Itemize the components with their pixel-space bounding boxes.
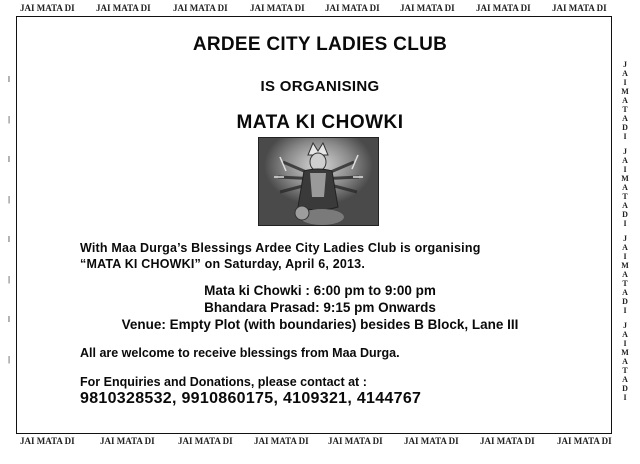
border-letter: J [623, 234, 627, 243]
border-letter: T [622, 366, 628, 375]
border-letter: A [622, 375, 628, 384]
border-letter: T [622, 192, 628, 201]
border-letter: A [622, 270, 628, 279]
bottom-border-text [0, 436, 640, 448]
border-label: JAI MATA DI [400, 3, 455, 13]
border-letter: I [623, 132, 627, 141]
intro-line-1: With Maa Durga’s Blessings Ardee City Ladies Club is organising [80, 241, 481, 255]
event-title-heading: MATA KI CHOWKI [236, 112, 404, 133]
border-letter: A [622, 288, 628, 297]
border-letter: I [623, 165, 627, 174]
border-letter: I [623, 306, 627, 315]
border-label: JAI MATA DI [480, 436, 535, 446]
contact-label: For Enquiries and Donations, please contact at : [80, 375, 367, 389]
border-letter: I [623, 78, 627, 87]
border-letter: D [622, 123, 628, 132]
border-label: JAI MATA DI [325, 3, 380, 13]
border-letter: J [623, 147, 627, 156]
organising-heading: IS ORGANISING [260, 78, 380, 95]
border-letter: M [621, 174, 629, 183]
border-letter: A [622, 243, 628, 252]
border-letter: A [622, 357, 628, 366]
border-label: JAI MATA DI [250, 3, 305, 13]
border-label: JAI MATA DI [20, 3, 75, 13]
border-letter: M [621, 261, 629, 270]
border-letter: I [623, 252, 627, 261]
border-letter: A [622, 114, 628, 123]
club-name-heading: ARDEE CITY LADIES CLUB [192, 34, 448, 55]
border-letter: D [622, 210, 628, 219]
border-letter: I [623, 393, 627, 402]
border-letter: M [621, 87, 629, 96]
maa-durga-image [258, 137, 379, 226]
top-border-text [0, 3, 640, 15]
border-label: JAI MATA DI [173, 3, 228, 13]
border-label: JAI MATA DI [476, 3, 531, 13]
left-margin-marks: I | I | I | I | [7, 75, 11, 364]
maa-durga-image-art [258, 137, 379, 226]
welcome-line: All are welcome to receive blessings from Maa Durga. [80, 346, 400, 360]
border-letter: A [622, 96, 628, 105]
border-label: JAI MATA DI [254, 436, 309, 446]
border-letter: A [622, 156, 628, 165]
border-letter: A [622, 330, 628, 339]
border-label: JAI MATA DI [557, 436, 612, 446]
intro-line-2: “MATA KI CHOWKI” on Saturday, April 6, 2013. [80, 257, 365, 271]
venue-line: Venue: Empty Plot (with boundaries) besides B Block, Lane III [121, 317, 519, 332]
border-letter: D [622, 297, 628, 306]
border-letter: A [622, 201, 628, 210]
border-label: JAI MATA DI [96, 3, 151, 13]
border-label: JAI MATA DI [20, 436, 75, 446]
border-letter: M [621, 348, 629, 357]
border-letter: A [622, 69, 628, 78]
border-label: JAI MATA DI [404, 436, 459, 446]
border-label: JAI MATA DI [178, 436, 233, 446]
border-letter: J [623, 321, 627, 330]
contact-numbers: 9810328532, 9910860175, 4109321, 4144767 [80, 390, 422, 407]
border-label: JAI MATA DI [552, 3, 607, 13]
border-letter: J [623, 60, 627, 69]
border-letter: I [623, 339, 627, 348]
border-letter: T [622, 105, 628, 114]
border-letter: D [622, 384, 628, 393]
border-letter: A [622, 183, 628, 192]
border-letter: T [622, 279, 628, 288]
prasad-timing: Bhandara Prasad: 9:15 pm Onwards [204, 300, 436, 315]
border-label: JAI MATA DI [100, 436, 155, 446]
chowki-timing: Mata ki Chowki : 6:00 pm to 9:00 pm [204, 283, 436, 298]
border-label: JAI MATA DI [328, 436, 383, 446]
border-letter: I [623, 219, 627, 228]
